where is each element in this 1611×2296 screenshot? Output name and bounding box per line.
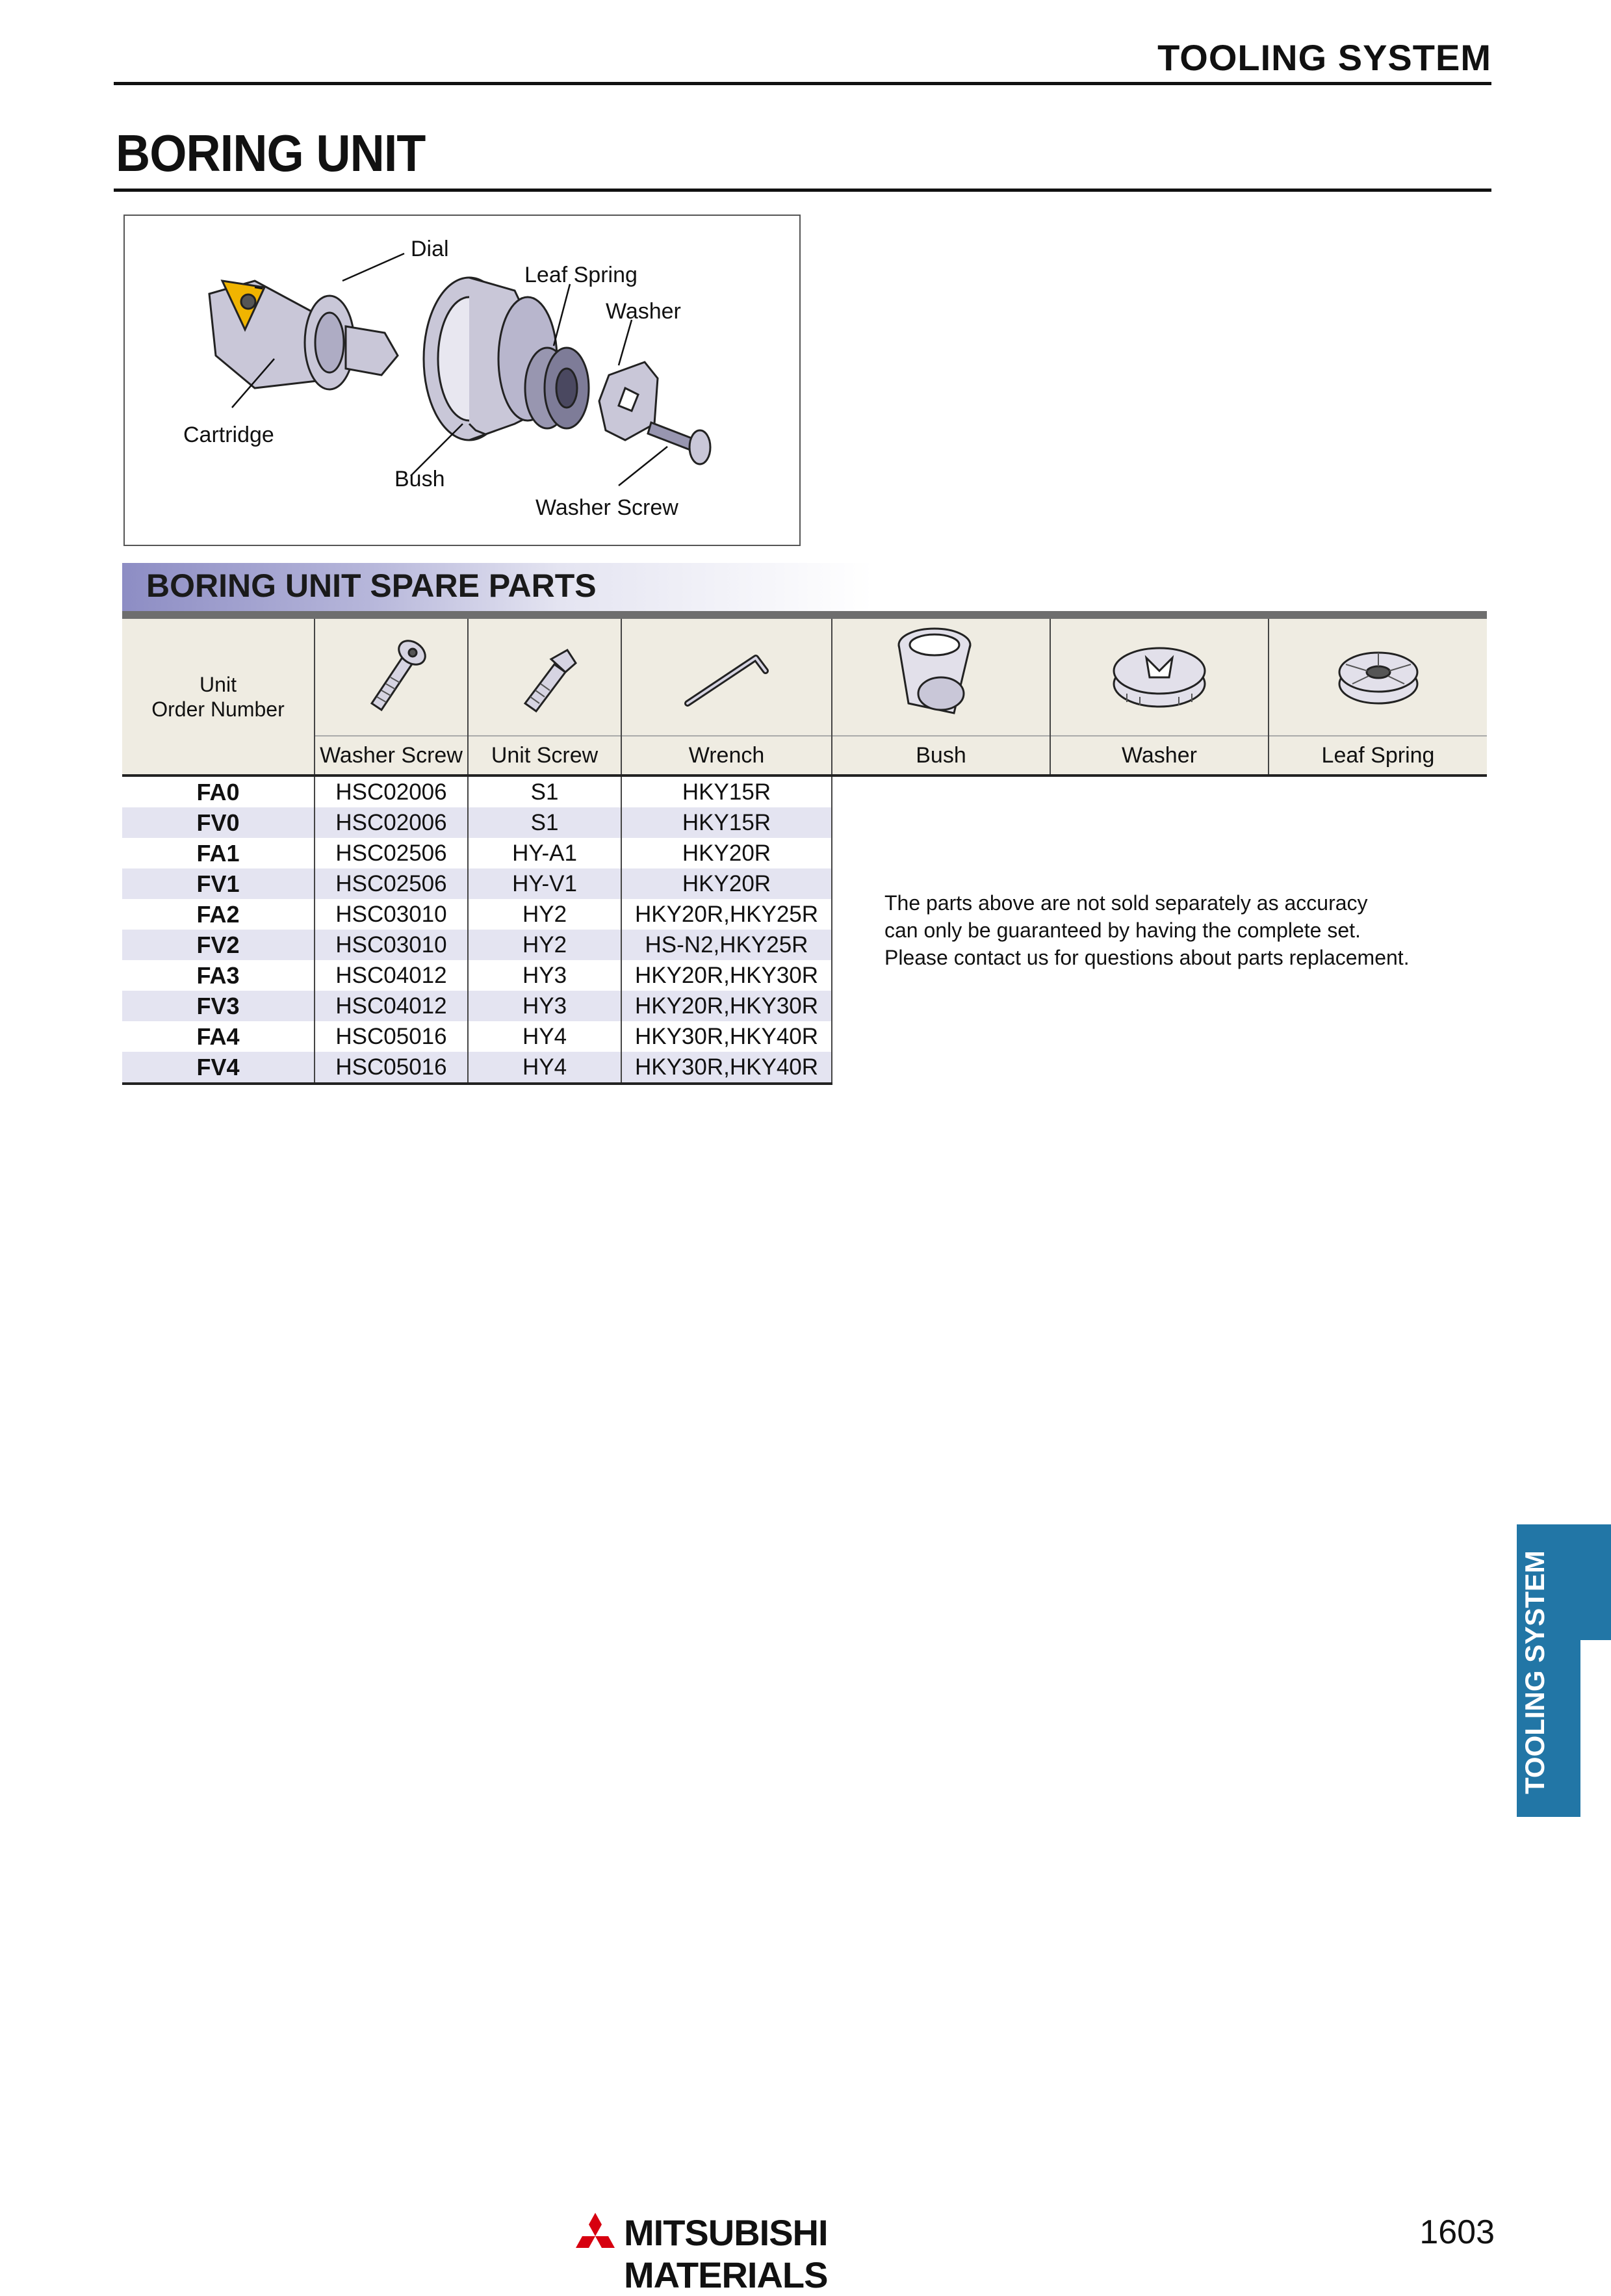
unit-code: FA3 <box>122 960 315 991</box>
wrench-cell: HKY30R,HKY40R <box>621 1021 832 1052</box>
washer-screw-cell: HSC02006 <box>315 807 468 838</box>
col-unit-screw: Unit Screw <box>468 736 621 776</box>
brand-name: MITSUBISHI MATERIALS <box>624 2212 828 2295</box>
col-wrench: Wrench <box>621 736 832 776</box>
unit-code: FV2 <box>122 930 315 960</box>
wrench-cell: HKY20R <box>621 838 832 868</box>
spare-parts-title: BORING UNIT SPARE PARTS <box>146 567 597 604</box>
wrench-cell: HS-N2,HKY25R <box>621 930 832 960</box>
note-line: Please contact us for questions about parts replacement. <box>884 946 1410 969</box>
table-row <box>122 776 1487 807</box>
side-tab-notch <box>1579 1524 1611 1640</box>
unit-code: FA0 <box>122 776 315 807</box>
unit-screw-cell: HY2 <box>468 930 621 960</box>
unit-code: FV0 <box>122 807 315 838</box>
wrench-icon <box>621 619 832 736</box>
side-tab-label: TOOLING SYSTEM <box>1519 1550 1550 1794</box>
unit-screw-cell: HY-A1 <box>468 838 621 868</box>
washer-screw-cell: HSC04012 <box>315 960 468 991</box>
leaf-spring-label: Leaf Spring <box>524 263 638 287</box>
parts-note <box>832 776 1487 1084</box>
washer-screw-label: Washer Screw <box>535 495 678 520</box>
washer-screw-cell: HSC05016 <box>315 1052 468 1084</box>
wrench-cell: HKY15R <box>621 807 832 838</box>
col-washer: Washer <box>1050 736 1269 776</box>
unit-screw-cell: S1 <box>468 807 621 838</box>
washer-screw-cell: HSC05016 <box>315 1021 468 1052</box>
washer-screw-icon <box>315 619 468 736</box>
brand-logo <box>572 2210 1040 2295</box>
col-leaf-spring: Leaf Spring <box>1269 736 1487 776</box>
unit-screw-cell: HY-V1 <box>468 868 621 899</box>
unit-screw-icon <box>468 619 621 736</box>
leaf-spring-icon <box>1269 619 1487 736</box>
dial-label: Dial <box>411 237 449 261</box>
spare-parts-table <box>122 619 1487 1085</box>
note-line: can only be guaranteed by having the complete set. <box>884 919 1361 942</box>
unit-order-number-header <box>122 619 315 776</box>
washer-screw-part <box>648 423 710 464</box>
wrench-cell: HKY15R <box>621 776 832 807</box>
wrench-cell: HKY20R <box>621 868 832 899</box>
exploded-view-illustration <box>125 216 799 545</box>
unit-code: FV1 <box>122 868 315 899</box>
three-diamonds-icon <box>572 2211 619 2254</box>
unit-screw-cell: S1 <box>468 776 621 807</box>
header-rule <box>114 82 1491 85</box>
washer-icon <box>1050 619 1269 736</box>
col-bush: Bush <box>832 736 1050 776</box>
unit-screw-cell: HY4 <box>468 1052 621 1084</box>
unit-code: FA2 <box>122 899 315 930</box>
washer-label: Washer <box>606 299 681 324</box>
wrench-cell: HKY20R,HKY30R <box>621 991 832 1021</box>
washer-screw-cell: HSC02006 <box>315 776 468 807</box>
unit-header-line2: Order Number <box>151 697 285 721</box>
unit-code: FV4 <box>122 1052 315 1084</box>
page-number: 1603 <box>1419 2213 1495 2251</box>
section-header: TOOLING SYSTEM <box>1157 37 1491 78</box>
cartridge-part <box>209 281 398 389</box>
col-washer-screw: Washer Screw <box>315 736 468 776</box>
washer-screw-cell: HSC02506 <box>315 868 468 899</box>
note-line: The parts above are not sold separately as accuracy <box>884 891 1368 915</box>
title-rule <box>114 189 1491 192</box>
unit-code: FA4 <box>122 1021 315 1052</box>
unit-screw-cell: HY4 <box>468 1021 621 1052</box>
leaf-spring-part <box>525 348 589 428</box>
boring-unit-diagram <box>123 215 801 546</box>
unit-screw-cell: HY3 <box>468 991 621 1021</box>
wrench-cell: HKY20R,HKY30R <box>621 960 832 991</box>
page-title: BORING UNIT <box>116 124 426 182</box>
washer-screw-cell: HSC03010 <box>315 930 468 960</box>
bush-icon <box>832 619 1050 736</box>
unit-code: FV3 <box>122 991 315 1021</box>
spare-parts-rule <box>122 611 1487 619</box>
unit-screw-cell: HY3 <box>468 960 621 991</box>
unit-code: FA1 <box>122 838 315 868</box>
unit-header-line1: Unit <box>200 672 237 696</box>
washer-screw-cell: HSC04012 <box>315 991 468 1021</box>
washer-screw-cell: HSC03010 <box>315 899 468 930</box>
washer-screw-cell: HSC02506 <box>315 838 468 868</box>
bush-label: Bush <box>394 467 445 491</box>
cartridge-label: Cartridge <box>183 423 274 447</box>
unit-screw-cell: HY2 <box>468 899 621 930</box>
wrench-cell: HKY20R,HKY25R <box>621 899 832 930</box>
wrench-cell: HKY30R,HKY40R <box>621 1052 832 1084</box>
